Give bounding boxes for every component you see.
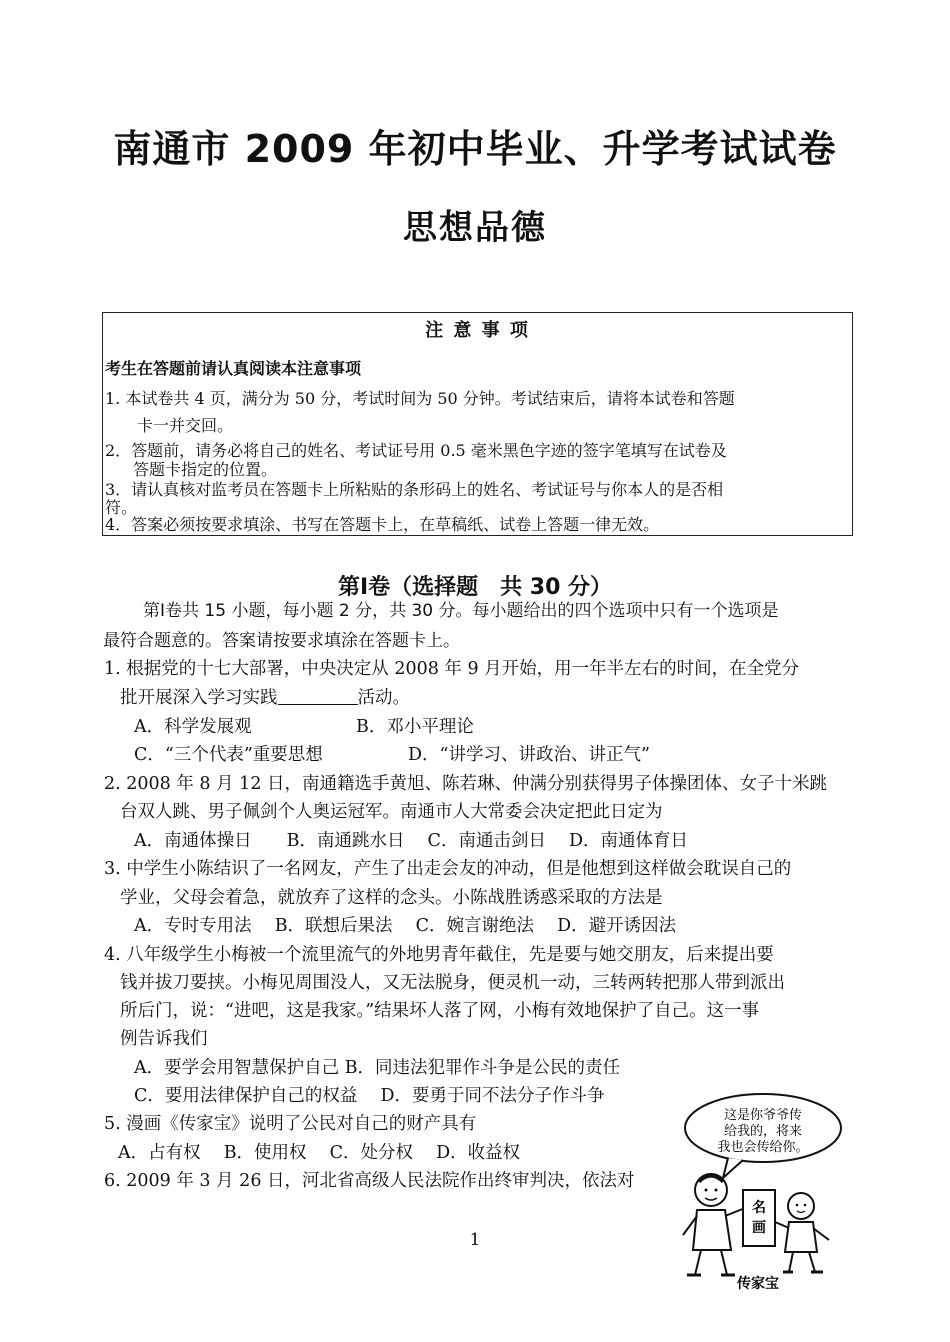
notice-item-2-line-2: 答题卡指定的位置。 xyxy=(133,460,278,479)
comic-illustration xyxy=(673,1090,843,1292)
question-1-stem-end: 活动。 xyxy=(357,688,410,708)
notice-item-1-line-2: 卡一并交回。 xyxy=(137,416,234,435)
comic-drawing xyxy=(673,1090,843,1292)
notice-heading: 注 意 事 项 xyxy=(425,320,530,341)
notice-item-4-line-1: 4．答案必须按要求填涂、书写在答题卡上，在草稿纸、试卷上答题一律无效。 xyxy=(105,515,660,534)
question-1-option-b: B．邓小平理论 xyxy=(356,717,474,737)
question-4-line-4: 例告诉我们 xyxy=(120,1029,208,1049)
question-2-line-1: 2. 2008 年 8 月 12 日，南通籍选手黄旭、陈若琳、仲满分别获得男子体操团体、女子十米跳 xyxy=(104,774,828,794)
question-4-line-2: 钱并拔刀要挟。小梅见周围没人，又无法脱身，便灵机一动，三转两转把那人带到派出 xyxy=(120,973,785,993)
notice-lead: 考生在答题前请认真阅读本注意事项 xyxy=(105,359,362,378)
subject-title: 思想品德 xyxy=(403,208,547,248)
father-head xyxy=(695,1174,727,1206)
question-5-options: A．占有权 B．使用权 C．处分权 D．收益权 xyxy=(118,1143,521,1163)
question-1-option-d: D．“讲学习、讲政治、讲正气” xyxy=(408,745,650,765)
question-4-options-ab: A．要学会用智慧保护自己 B．同违法犯罪作斗争是公民的责任 xyxy=(134,1058,621,1078)
question-1-line-2 xyxy=(120,687,410,709)
question-1-option-a: A．科学发展观 xyxy=(134,717,252,737)
speech-line-3: 我也会传给你。 xyxy=(717,1140,809,1155)
section-intro-line-2: 最符合题意的。答案请按要求填涂在答题卡上。 xyxy=(103,631,460,651)
child-head xyxy=(788,1193,814,1219)
question-3-line-1: 3. 中学生小陈结识了一名网友，产生了出走会友的冲动，但是他想到这样做会耽误自己的 xyxy=(104,859,792,879)
scroll-text-1: 名 xyxy=(752,1200,766,1216)
question-2-line-2: 台双人跳、男子佩剑个人奥运冠军。南通市人大常委会决定把此日定为 xyxy=(120,802,663,822)
question-1-line-1: 1. 根据党的十七大部署，中央决定从 2008 年 9 月开始，用一年半左右的时间，在全党分 xyxy=(104,659,800,679)
notice-item-2-line-1: 2．答题前，请务必将自己的姓名、考试证号用 0.5 毫米黑色字迹的签字笔填写在试卷及 xyxy=(105,441,727,460)
notice-box xyxy=(102,312,853,536)
comic-caption: 传家宝 xyxy=(737,1276,779,1292)
notice-item-1-line-1: 1. 本试卷共 4 页，满分为 50 分，考试时间为 50 分钟。考试结束后，请将本试卷和答题 xyxy=(105,389,735,408)
scroll-text-2: 画 xyxy=(752,1220,766,1236)
speech-line-1: 这是你爷爷传 xyxy=(723,1108,803,1123)
section-intro-line-1: 第Ⅰ卷共 15 小题，每小题 2 分，共 30 分。每小题给出的四个选项中只有一个选项是 xyxy=(143,601,779,621)
exam-title: 南通市 2009 年初中毕业、升学考试试卷 xyxy=(113,127,837,171)
question-1-stem: 批开展深入学习实践 xyxy=(120,688,278,708)
answer-blank xyxy=(278,688,358,705)
question-6-line-1: 6. 2009 年 3 月 26 日，河北省高级人民法院作出终审判决，依法对 xyxy=(104,1171,635,1191)
question-2-options: A．南通体操日 B．南通跳水日 C．南通击剑日 D．南通体育日 xyxy=(134,831,689,851)
question-4-line-3: 所后门，说：“进吧，这是我家。”结果坏人落了网，小梅有效地保护了自己。这一事 xyxy=(120,1001,760,1021)
page-number: 1 xyxy=(469,1230,481,1250)
notice-item-3-line-2: 符。 xyxy=(105,498,138,517)
question-4-options-cd: C．要用法律保护自己的权益 D．要勇于同不法分子作斗争 xyxy=(134,1086,605,1106)
question-1-option-c: C．“三个代表”重要思想 xyxy=(134,745,323,765)
question-5-line-1: 5. 漫画《传家宝》说明了公民对自己的财产具有 xyxy=(104,1114,477,1134)
notice-item-3-line-1: 3．请认真核对监考员在答题卡上所粘贴的条形码上的姓名、考试证号与你本人的是否相 xyxy=(105,480,724,499)
question-3-options: A．专时专用法 B．联想后果法 C．婉言谢绝法 D．避开诱因法 xyxy=(134,916,677,936)
speech-line-2: 给我的，将来 xyxy=(723,1124,803,1139)
question-4-line-1: 4. 八年级学生小梅被一个流里流气的外地男青年截住，先是要与她交朋友，后来提出要 xyxy=(104,945,774,965)
section-title: 第Ⅰ卷（选择题 共 30 分） xyxy=(337,575,613,600)
question-3-line-2: 学业，父母会着急，就放弃了这样的念头。小陈战胜诱惑采取的方法是 xyxy=(120,888,663,908)
